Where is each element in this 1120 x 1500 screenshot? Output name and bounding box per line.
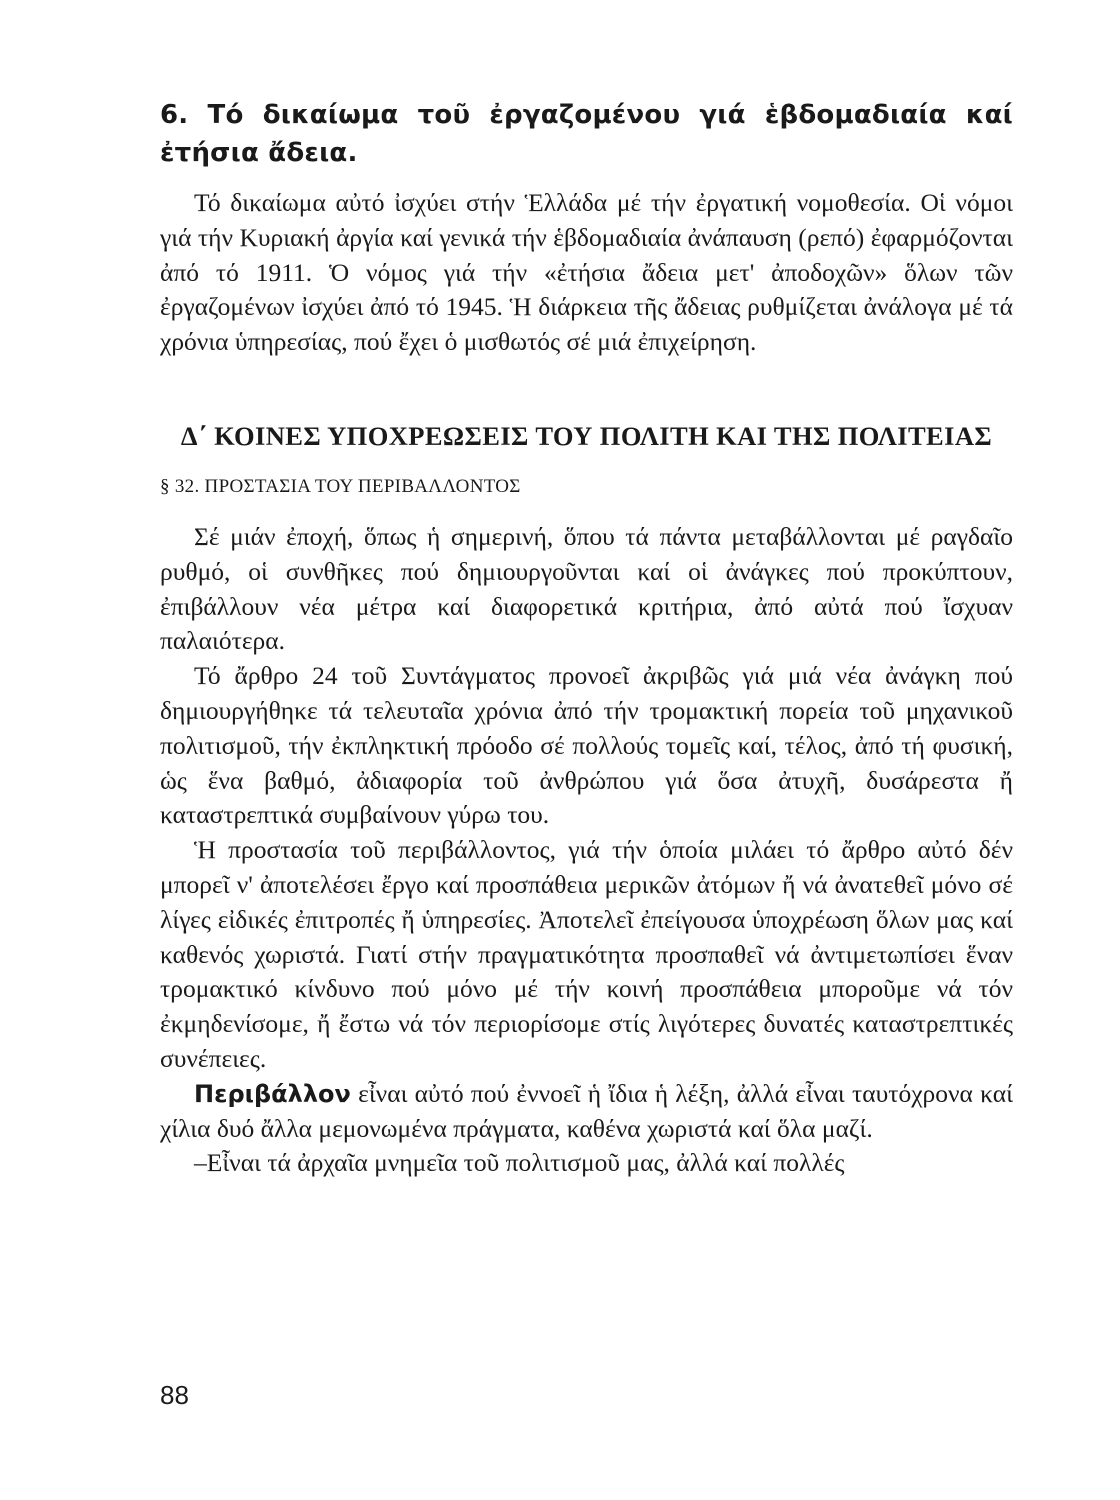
body-paragraph-4-text: εἶναι αὐτό πού ἐννοεῖ ἡ ἴδια ἡ λέξη, ἀλλά εἶναι ταυτόχρονα καί χίλια δυό ἄλλα μεμονωμένα πράγματα, καθένα χωριστά καί ὅλα μαζί. [160, 1078, 1013, 1143]
chapter-heading: Δ΄ ΚΟΙΝΕΣ ΥΠΟΧΡΕΩΣΕΙΣ ΤΟΥ ΠΟΛΙΤΗ ΚΑΙ ΤΗΣ ΠΟΛΙΤΕΙΑΣ [180, 420, 993, 451]
subsection-heading: § 32. ΠΡΟΣΤΑΣΙΑ ΤΟΥ ΠΕΡΙΒΑΛΛΟΝΤΟΣ [160, 475, 521, 497]
body-paragraph-2: Τό ἄρθρο 24 τοῦ Συντάγματος προνοεῖ ἀκριβῶς γιά μιά νέα ἀνάγκη πού δημιουργήθηκε τά τελευταῖα χρόνια ἀπό τήν τρομακτική πορεία τοῦ μηχανικοῦ πολιτισμοῦ, τήν ἐκπληκτική πρόοδο σέ πολλούς τομεῖς καί, τέλος, ἀπό τή φυσική, ὡς ἕνα βαθμό, ἀδιαφορία τοῦ ἀνθρώπου γιά ὅσα ἀτυχῆ, δυσάρεστα ἤ καταστρεπτικά συμβαίνουν γύρω του. [160, 661, 1013, 830]
body-paragraph-1: Σέ μιάν ἐποχή, ὅπως ἡ σημερινή, ὅπου τά πάντα μεταβάλλονται μέ ραγδαῖο ρυθμό, οἱ συνθῆκες πού δημιουργοῦνται καί οἱ ἀνάγκες πού προκύπτουν, ἐπιβάλλουν νέα μέτρα καί διαφορετικά κριτήρια, ἀπό αὐτά πού ἴσχυαν παλαιότερα. [160, 521, 1013, 656]
body-paragraph-3: Ἡ προστασία τοῦ περιβάλλοντος, γιά τήν ὁποία μιλάει τό ἄρθρο αὐτό δέν μπορεῖ ν' ἀποτελέσει ἔργο καί προσπάθεια μερικῶν ἀτόμων ἤ νά ἀνατεθεῖ μόνο σέ λίγες εἰδικές ἐπιτροπές ἤ ὑπηρεσίες. Ἀποτελεῖ ἐπείγουσα ὑποχρέωση ὅλων μας καί καθενός χωριστά. Γιατί στήν πραγματικότητα προσπαθεῖ νά ἀντιμετωπίσει ἕναν τρομακτικό κίνδυνο πού μόνο μέ τήν κοινή προσπάθεια μποροῦμε νά τόν ἐκμηδενίσομε, ἤ ἔστω νά τόν περιορίσομε στίς λιγότερες δυνατές καταστρεπτικές συνέπειες. [160, 835, 1013, 1073]
section-paragraph: Τό δικαίωμα αὐτό ἰσχύει στήν Ἑλλάδα μέ τήν ἐργατική νομοθεσία. Οἱ νόμοι γιά τήν Κυριακή ἀργία καί γενικά τήν ἑβδομαδιαία ἀνάπαυση (ρεπό) ἐφαρμόζονται ἀπό τό 1911. Ὁ νόμος γιά τήν «ἐτήσια ἄδεια μετ' ἀποδοχῶν» ὅλων τῶν ἐργαζομένων ἰσχύει ἀπό τό 1945. Ἡ διάρκεια τῆς ἄδειας ρυθμίζεται ἀνάλογα μέ τά χρόνια ὑπηρεσίας, πού ἔχει ὁ μισθωτός σέ μιά ἐπιχείρηση. [160, 188, 1013, 357]
section-heading: 6. Τό δικαίωμα τοῦ ἐργαζομένου γιά ἑβδομαδιαία καί ἐτήσια ἄδεια. [160, 100, 1013, 168]
bold-term: Περιβάλλον [194, 1079, 351, 1108]
body-paragraph-5: –Εἶναι τά ἀρχαῖα μνημεῖα τοῦ πολιτισμοῦ μας, ἀλλά καί πολλές [194, 1148, 845, 1178]
page-number: 88 [160, 1380, 189, 1410]
page-content [160, 96, 1013, 1181]
body-paragraph-4 [160, 1077, 1013, 1147]
